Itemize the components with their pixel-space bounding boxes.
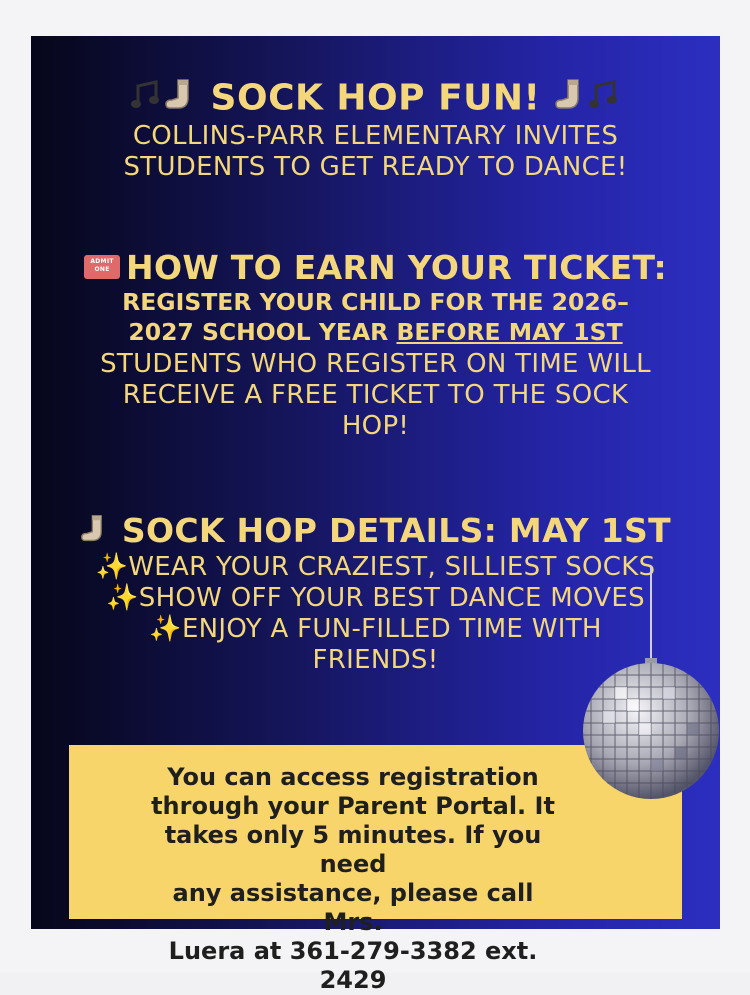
title-text: HOW TO EARN YOUR TICKET: (126, 248, 667, 287)
music-notes-icon (130, 78, 164, 121)
register-deadline: BEFORE MAY 1ST (396, 318, 623, 346)
heading-earn-ticket (31, 249, 720, 287)
register-line-2a: 2027 SCHOOL YEAR (128, 318, 397, 346)
note-line-4: any assistance, please call Mrs. (172, 879, 534, 936)
sparkles-icon: ✨ (95, 551, 129, 582)
bullet-text: SHOW OFF YOUR BEST DANCE MOVES (138, 582, 645, 613)
detail-last-line: FRIENDS! (312, 644, 439, 675)
note-line-2: through your Parent Portal. It (151, 792, 555, 820)
invite-line-1: COLLINS-PARR ELEMENTARY INVITES (132, 121, 619, 151)
music-notes-icon (588, 78, 622, 121)
flyer-poster (31, 36, 720, 994)
sock-icon (164, 78, 198, 121)
register-line-1: REGISTER YOUR CHILD FOR THE 2026– (122, 288, 629, 316)
title-text: SOCK HOP FUN! (210, 77, 541, 119)
bullet-text: ENJOY A FUN-FILLED TIME WITH (181, 613, 602, 644)
sparkles-icon: ✨ (149, 613, 182, 644)
note-line-3: takes only 5 minutes. If you need (164, 821, 542, 878)
heading-sock-hop-fun (31, 78, 720, 121)
note-line-1: You can access registration (167, 763, 539, 791)
heading-details (31, 512, 720, 552)
ticket-line-2: RECEIVE A FREE TICKET TO THE SOCK (122, 380, 629, 410)
bullet-text: WEAR YOUR CRAZIEST, SILLIEST SOCKS (128, 551, 656, 582)
register-line-2 (31, 317, 720, 347)
sock-icon (554, 78, 588, 121)
ticket-line-1: STUDENTS WHO REGISTER ON TIME WILL (100, 349, 651, 379)
title-text: SOCK HOP DETAILS: MAY 1ST (121, 511, 671, 550)
ticket-icon (84, 255, 120, 279)
disco-ball-icon (579, 566, 724, 801)
sparkles-icon: ✨ (106, 582, 139, 613)
note-line-5: Luera at 361-279-3382 ext. 2429 (168, 937, 538, 994)
invite-line-2: STUDENTS TO GET READY TO DANCE! (123, 152, 628, 182)
section-earn-ticket (31, 249, 720, 442)
section-sock-hop-fun (31, 78, 720, 183)
sock-icon (80, 514, 110, 552)
ticket-line-3: HOP! (341, 411, 410, 441)
